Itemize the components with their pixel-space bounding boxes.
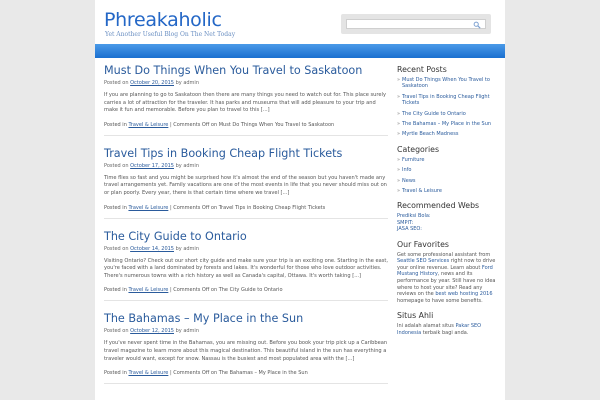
category-item[interactable]: » Info bbox=[397, 167, 499, 173]
posted-in-label: Posted in bbox=[104, 287, 127, 294]
category-link[interactable]: Travel & Leisure bbox=[128, 121, 169, 128]
favorites-link[interactable]: Ford Mustang History bbox=[397, 264, 493, 278]
favorites-link[interactable]: best web hosting 2016 bbox=[435, 291, 493, 298]
post-excerpt: Visiting Ontario? Check out our short city guide and make sure your trip is an exciting one. Starting in the east, you're faced with a land dominated by forests and lakes. It's wonderful for those who love outdoor activities. There's numerous towns with a rich history as well as Canada's capital, Ottawa. It's worth taking [...] bbox=[104, 257, 388, 279]
post-footer bbox=[104, 205, 388, 212]
favorites-text bbox=[397, 252, 499, 305]
post-date-link[interactable]: October 17, 2015 bbox=[130, 162, 174, 169]
post-title[interactable]: The Bahamas – My Place in the Sun bbox=[104, 312, 304, 326]
situs-ahli-widget bbox=[397, 310, 499, 336]
recommended-link[interactable]: JASA SEO: bbox=[397, 226, 422, 233]
post-footer bbox=[104, 122, 388, 129]
post-author: by admin bbox=[175, 328, 199, 335]
post-meta bbox=[104, 80, 388, 87]
post-excerpt: Time flies so fast and you might be surprised how it's almost the end of the season but you haven't made any travel arrangements yet. Family vacations are one of the most events in life that you never should miss out on or plan poorly. Every year, there is that certain time where we travel [...] bbox=[104, 174, 387, 196]
recommended-webs-widget bbox=[397, 200, 499, 232]
post-title[interactable]: Must Do Things When You Travel to Saskatoon bbox=[104, 64, 363, 77]
widget-title: Recent Posts bbox=[397, 65, 447, 74]
post-excerpt: If you've never spent time in the Bahamas, you are missing out. Before you book your trip pick up a Caribbean travel magazine to learn more about this magical destination. This beautiful island in the sun has everything a traveler would want, except for snow. Nassau is the busiest and most populated area with the [...] bbox=[104, 340, 388, 362]
favorites-text-part: right now to drive your online revenue. Learn about bbox=[397, 258, 496, 271]
post-title[interactable]: The City Guide to Ontario bbox=[104, 229, 247, 243]
recent-posts-widget bbox=[397, 64, 499, 138]
page bbox=[95, 0, 505, 400]
search-icon[interactable] bbox=[473, 21, 481, 29]
search-input[interactable] bbox=[346, 19, 486, 29]
posted-in-label: Posted in bbox=[104, 204, 127, 211]
post-footer bbox=[104, 287, 388, 294]
post-excerpt: If you are planning to go to Saskatoon then there are many things you need to watch out for. This place surely carries a lot of attraction for the traveler. It has parks and museums that will add pleasure to your trip and make it fun and memorable. Before you plan to travel to this [...] bbox=[104, 92, 386, 114]
favorites-text-part: Get some professional assistant from bbox=[397, 251, 491, 258]
favorites-text-part: , news and its performance by year. Still have no idea where to host your site? Read any reviews on the bbox=[397, 271, 496, 298]
recent-post-link[interactable]: » Travel Tips in Booking Cheap Flight Tickets bbox=[397, 94, 499, 107]
situs-text bbox=[397, 323, 499, 336]
comments-status: | Comments Off on Travel Tips in Booking Cheap Flight Tickets bbox=[169, 204, 326, 211]
post-meta bbox=[104, 163, 388, 170]
category-item[interactable]: » Furniture bbox=[397, 157, 499, 163]
post-author: by admin bbox=[175, 162, 199, 169]
posted-on-label: Posted on bbox=[104, 245, 129, 252]
recommended-link[interactable]: SMPIT: bbox=[397, 219, 414, 226]
comments-status: | Comments Off on The City Guide to Ontario bbox=[169, 287, 283, 294]
comments-status: | Comments Off on Must Do Things When You Travel to Saskatoon bbox=[169, 121, 335, 128]
post-list bbox=[104, 64, 388, 395]
situs-text-part: Ini adalah alamat situs bbox=[397, 323, 456, 330]
post-date-link[interactable]: October 12, 2015 bbox=[130, 328, 174, 335]
post-title[interactable]: Travel Tips in Booking Cheap Flight Tickets bbox=[104, 146, 343, 160]
post-author: by admin bbox=[175, 80, 199, 86]
category-link[interactable]: Travel & Leisure bbox=[128, 204, 169, 211]
post bbox=[104, 147, 388, 219]
post-date-link[interactable]: October 14, 2015 bbox=[130, 245, 174, 252]
post-footer bbox=[104, 370, 388, 377]
favorites-link[interactable]: Seattle SEO Services bbox=[397, 258, 450, 265]
widget-title: Recommended Webs bbox=[397, 201, 480, 211]
comments-status: | Comments Off on The Bahamas – My Place in the Sun bbox=[169, 370, 308, 377]
posted-in-label: Posted in bbox=[104, 370, 127, 377]
situs-link[interactable]: Pakar SEO Indonesia bbox=[397, 323, 482, 337]
recent-post-link[interactable]: » Myrtle Beach Madness bbox=[397, 131, 499, 137]
post-date-link[interactable]: October 20, 2015 bbox=[130, 80, 174, 86]
posted-on-label: Posted on bbox=[104, 162, 129, 169]
post-meta bbox=[104, 328, 388, 335]
post-author: by admin bbox=[175, 245, 199, 252]
post bbox=[104, 312, 388, 384]
recommended-link[interactable]: Prediksi Bola: bbox=[397, 213, 431, 220]
category-link[interactable]: Travel & Leisure bbox=[128, 287, 169, 294]
search-box bbox=[341, 14, 491, 34]
situs-text-part: terbaik bagi anda. bbox=[421, 330, 469, 337]
widget-title: Situs Ahli bbox=[397, 311, 434, 321]
post-meta bbox=[104, 246, 388, 253]
main-area bbox=[95, 58, 505, 400]
posted-in-label: Posted in bbox=[104, 121, 127, 128]
categories-widget bbox=[397, 144, 499, 195]
site-title[interactable]: Phreakaholic bbox=[104, 9, 222, 31]
recent-post-link[interactable]: » Must Do Things When You Travel to Saskatoon bbox=[397, 77, 499, 90]
site-header bbox=[95, 0, 505, 44]
nav-bar bbox=[95, 44, 505, 58]
recent-post-link[interactable]: » The Bahamas – My Place in the Sun bbox=[397, 121, 499, 127]
posted-on-label: Posted on bbox=[104, 328, 129, 335]
post bbox=[104, 64, 388, 136]
post bbox=[104, 230, 388, 302]
sidebar bbox=[397, 64, 499, 343]
recent-post-link[interactable]: » The City Guide to Ontario bbox=[397, 111, 499, 117]
favorites-widget bbox=[397, 239, 499, 305]
site-tagline: Yet Another Useful Blog On The Net Today bbox=[105, 31, 236, 38]
category-item[interactable]: » News bbox=[397, 178, 499, 184]
favorites-text-part: homepage to have some benefits. bbox=[397, 297, 483, 304]
posted-on-label: Posted on bbox=[104, 80, 129, 86]
category-link[interactable]: Travel & Leisure bbox=[128, 370, 169, 377]
widget-title: Our Favorites bbox=[397, 239, 449, 249]
category-item[interactable]: » Travel & Leisure bbox=[397, 188, 499, 194]
widget-title: Categories bbox=[397, 144, 440, 154]
